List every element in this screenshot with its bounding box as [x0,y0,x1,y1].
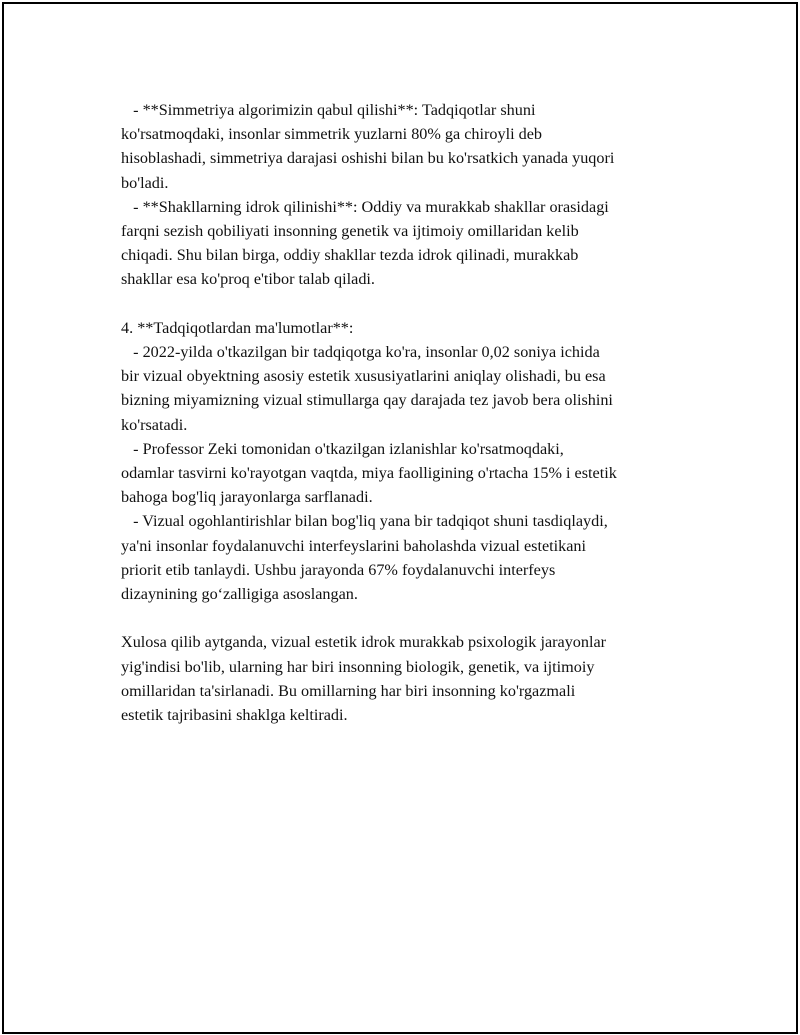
text-line: dizaynining go‘zalligiga asoslangan. [121,585,358,604]
text-line: ko'rsatmoqdaki, insonlar simmetrik yuzlarni 80% ga chiroyli deb [121,125,543,144]
text-line: yig'indisi bo'lib, ularning har biri insonning biologik, genetik, va ijtimoiy [121,657,595,676]
text-line: 4. **Tadqiqotlardan ma'lumotlar**: [121,318,354,337]
paragraph-gap [121,606,691,630]
text-line: bahoga bog'liq jarayonlarga sarflanadi. [121,488,373,507]
text-line: bizning miyamizning vizual stimullarga qay darajada tez javob bera olishini [121,391,613,410]
text-line: odamlar tasvirni ko'rayotgan vaqtda, miya faolligining o'rtacha 15% i estetik [121,464,617,483]
text-line: estetik tajribasini shaklga keltiradi. [121,706,348,725]
conclusion-paragraph [121,630,691,727]
text-line: ya'ni insonlar foydalanuvchi interfeyslarini baholashda vizual estetikani [121,536,587,555]
text-line: - Professor Zeki tomonidan o'tkazilgan izlanishlar ko'rsatmoqdaki, [121,439,564,458]
text-line: ko'rsatadi. [121,415,188,434]
text-line: farqni sezish qobiliyati insonning genetik va ijtimoiy omillaridan kelib [121,222,579,241]
text-line: bir vizual obyektning asosiy estetik xususiyatlarini aniqlay olishadi, bu esa [121,367,606,386]
bullet-2022-study [121,340,691,437]
text-line: Xulosa qilib aytganda, vizual estetik idrok murakkab psixologik jarayonlar [121,633,607,652]
text-line: - **Simmetriya algorimizin qabul qilishi**: Tadqiqotlar shuni [121,101,536,119]
text-line: hisoblashadi, simmetriya darajasi oshishi bilan bu ko'rsatkich yanada yuqori [121,149,615,168]
text-line: bo'ladi. [121,173,169,192]
text-line: chiqadi. Shu bilan birga, oddiy shakllar tezda idrok qilinadi, murakkab [121,246,579,265]
text-line: shakllar esa ko'proq e'tibor talab qiladi. [121,270,375,289]
bullet-zeki-study [121,437,691,510]
text-line: - Vizual ogohlantirishlar bilan bog'liq yana bir tadqiqot shuni tasdiqlaydi, [121,512,608,531]
text-line: priorit etib tanlaydi. Ushbu jarayonda 67% foydalanuvchi interfeys [121,560,556,579]
bullet-symmetry [121,98,691,195]
text-line: - **Shakllarning idrok qilinishi**: Oddiy va murakkab shakllar orasidagi [121,197,609,216]
document-body [121,98,691,727]
bullet-visual-stimuli [121,509,691,606]
bullet-shapes [121,195,691,292]
section-heading-research [121,316,691,340]
text-line: - 2022-yilda o'tkazilgan bir tadqiqotga ko'ra, insonlar 0,02 soniya ichida [121,343,600,362]
document-page [2,2,798,1034]
paragraph-gap [121,292,691,316]
text-line: omillaridan ta'sirlanadi. Bu omillarning har biri insonning ko'rgazmali [121,681,576,700]
